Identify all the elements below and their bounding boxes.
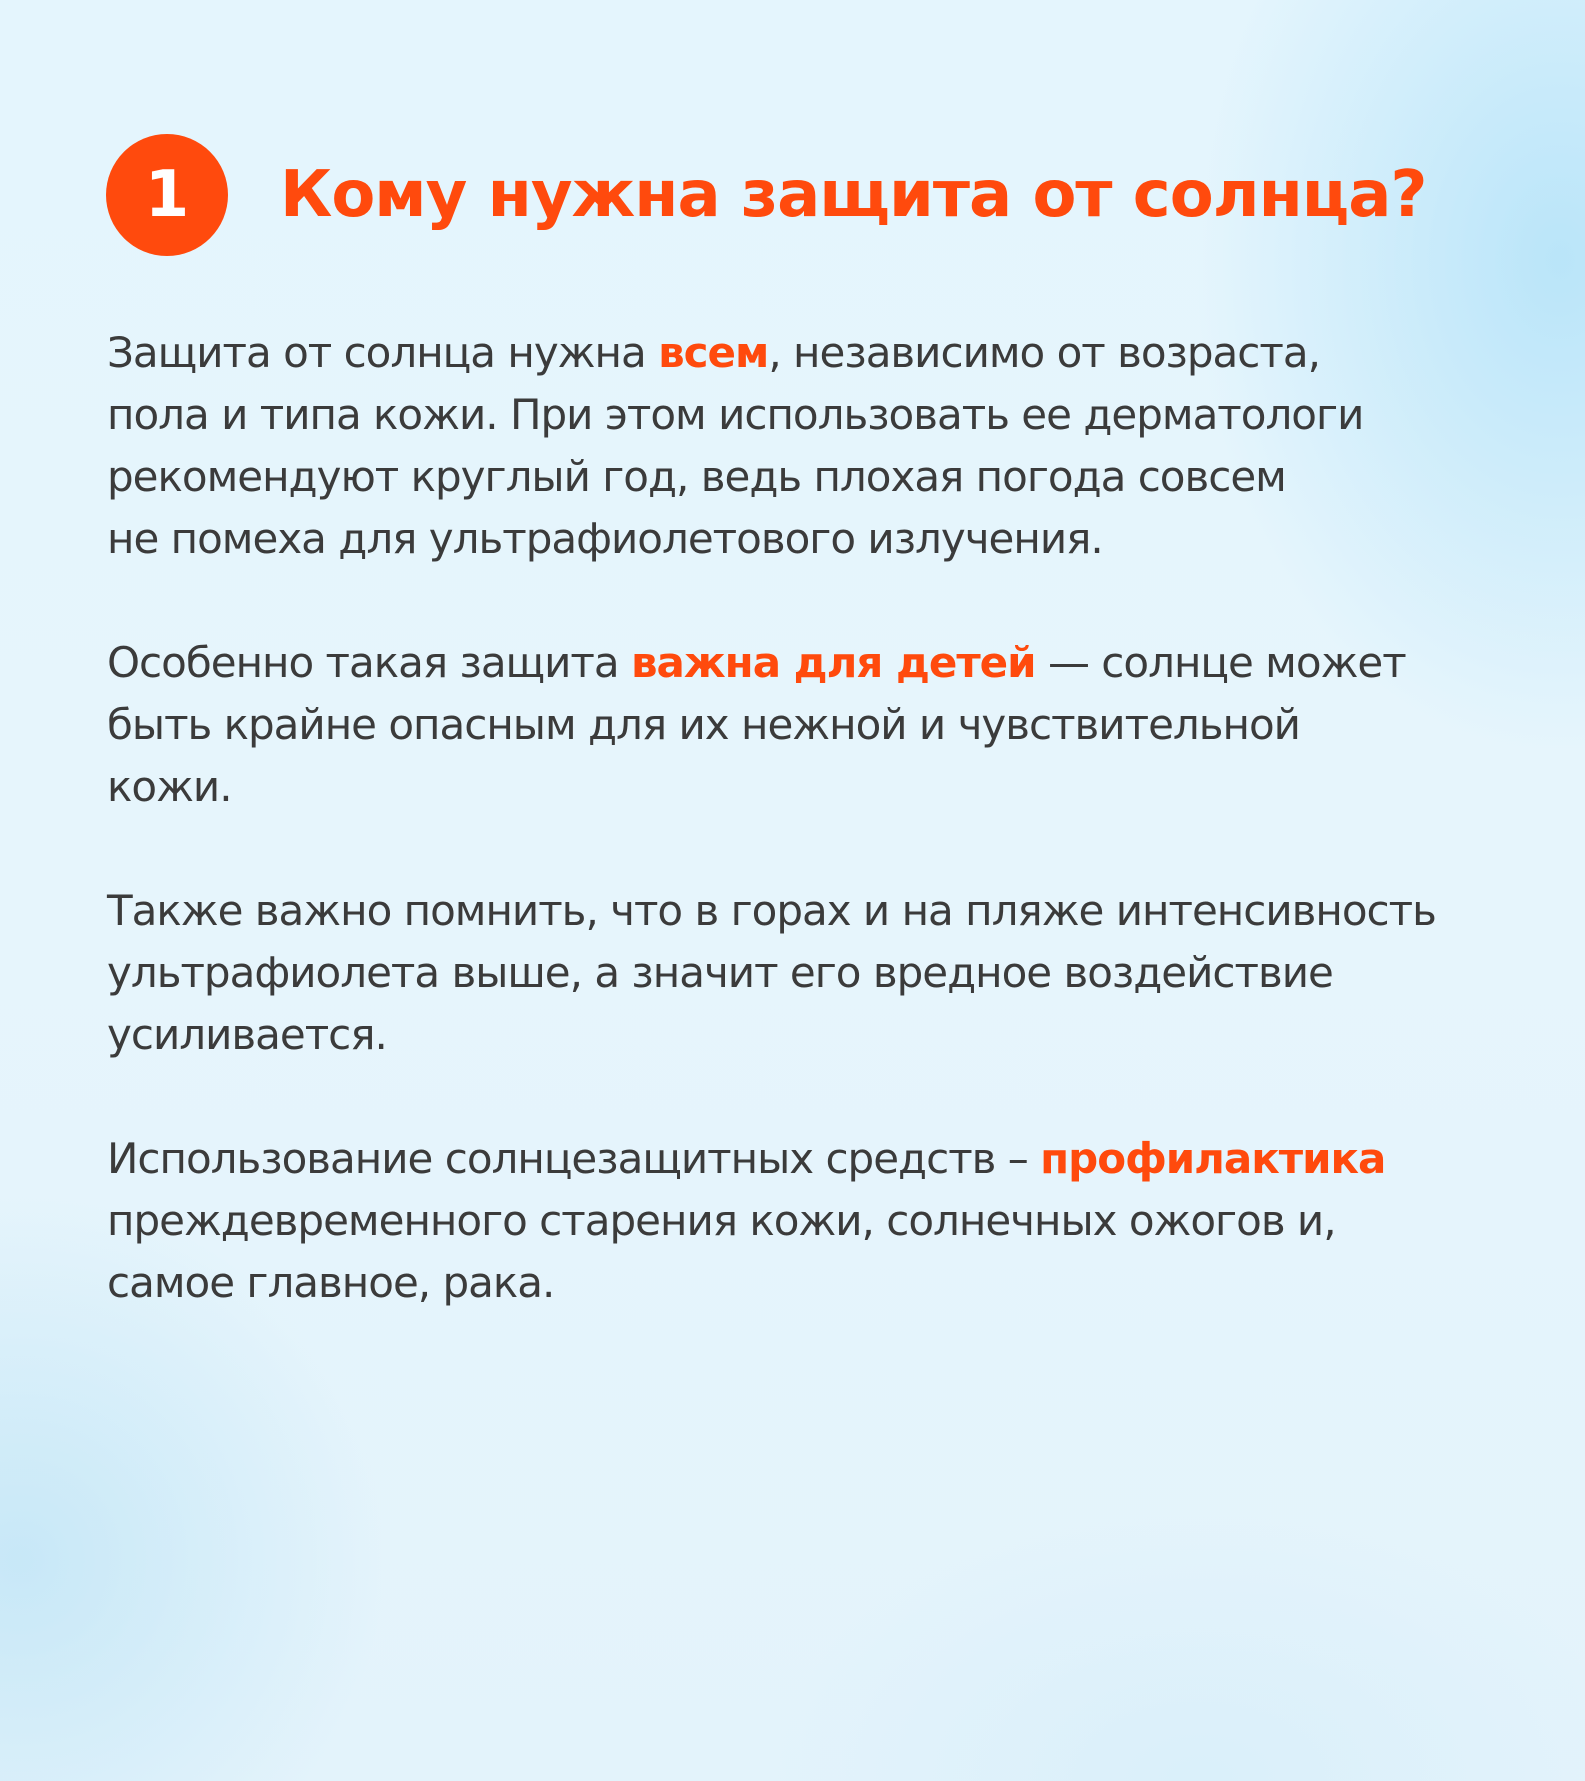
text-line (107, 1128, 1527, 1190)
text-line: рекомендуют круглый год, ведь плохая погода совсем (107, 452, 1286, 501)
text-line: быть крайне опасным для их нежной и чувствительной (107, 700, 1300, 749)
text-line: кожи. (107, 762, 232, 811)
text-fragment: Защита от солнца нужна (107, 328, 659, 377)
step-number-badge (106, 134, 228, 256)
text-line: пола и типа кожи. При этом использовать ее дерматологи (107, 390, 1364, 439)
highlight-prevention: профилактика (1040, 1134, 1386, 1183)
section-header (106, 134, 1427, 256)
text-line: усиливается. (107, 1010, 387, 1059)
text-line (107, 322, 1527, 384)
text-line: не помеха для ультрафиолетового излучения. (107, 514, 1103, 563)
page-title: Кому нужна защита от солнца? (280, 158, 1427, 232)
text-fragment: Использование солнцезащитных средств – (107, 1134, 1041, 1183)
text-fragment: Особенно такая защита (107, 638, 631, 687)
article-body (107, 322, 1527, 1376)
text-fragment: — солнце может (1035, 638, 1406, 687)
text-line: преждевременного старения кожи, солнечных ожогов и, (107, 1196, 1336, 1245)
text-line: самое главное, рака. (107, 1258, 555, 1307)
paragraph-who-needs-protection (107, 322, 1527, 570)
text-line: Также важно помнить, что в горах и на пляже интенсивность (107, 886, 1436, 935)
step-number: 1 (144, 158, 190, 232)
paragraph-mountains-beach (107, 880, 1527, 1066)
text-line (107, 632, 1527, 694)
text-line: ультрафиолета выше, а значит его вредное воздействие (107, 948, 1333, 997)
paragraph-children (107, 632, 1527, 818)
text-fragment: , независимо от возраста, (768, 328, 1320, 377)
highlight-everyone: всем (658, 328, 769, 377)
paragraph-prevention (107, 1128, 1527, 1314)
highlight-important-for-children: важна для детей (630, 638, 1036, 687)
